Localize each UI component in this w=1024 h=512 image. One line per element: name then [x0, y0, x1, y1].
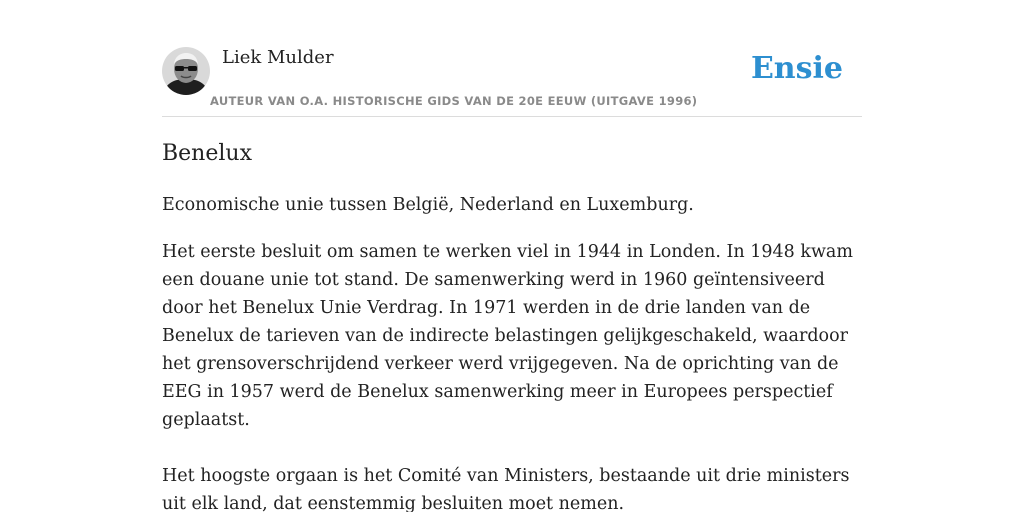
brand-logo[interactable]: Ensie [750, 51, 843, 86]
article [162, 139, 862, 512]
author-description: AUTEUR VAN O.A. HISTORISCHE GIDS VAN DE 20E EEUW (UITGAVE 1996) [210, 94, 698, 108]
author-header [162, 44, 862, 117]
author-portrait-icon [162, 47, 210, 95]
article-lead: Economische unie tussen België, Nederland en Luxemburg. [162, 195, 694, 215]
author-name[interactable]: Liek Mulder [222, 47, 334, 68]
author-avatar[interactable] [162, 47, 210, 95]
article-paragraph: Het hoogste orgaan is het Comité van Ministers, bestaande uit drie ministers uit elk land, dat eenstemmig besluiten moet nemen. [162, 466, 850, 512]
article-paragraph: Het eerste besluit om samen te werken viel in 1944 in Londen. In 1948 kwam een douane unie tot stand. De samenwerking werd in 1960 geïntensiveerd door het Benelux Unie Verdrag. In 1971 werden in de drie landen van de Benelux de tarieven van de indirecte belastingen gelijkgeschakeld, waardoor het grensoverschrijdend verkeer werd vrijgegeven. Na de oprichting van de EEG in 1957 werd de Benelux samenwerking meer in Europees perspectief geplaatst. [162, 242, 853, 430]
article-title: Benelux [162, 141, 252, 166]
